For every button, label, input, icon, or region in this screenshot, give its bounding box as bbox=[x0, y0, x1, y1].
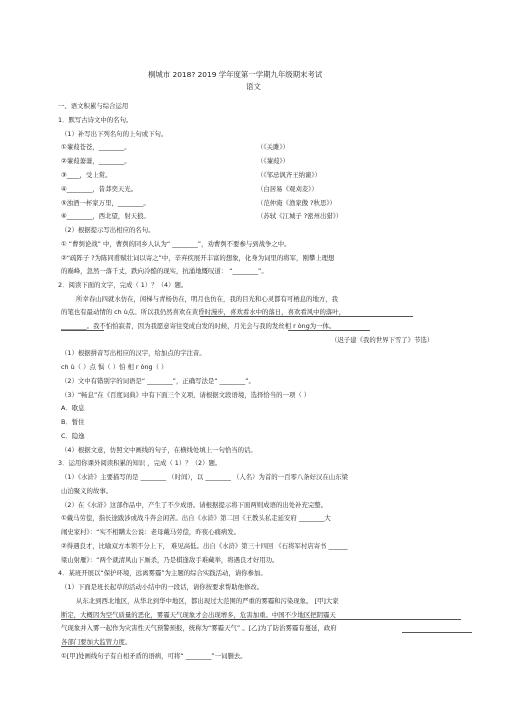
text-line: ⑤浊酒一杯家万里，________。 bbox=[61, 199, 150, 207]
underline-mark bbox=[61, 619, 461, 620]
text-line: ① “曹刿论战” 中，曹刿的同乡人认为“ ________”，劝曹刿不要参与到战争之中。 bbox=[61, 240, 291, 248]
text-line: （白居易《观刈麦》） bbox=[257, 185, 318, 193]
text-line: ③____，受上赏。 bbox=[61, 171, 112, 179]
exam-subject: 语文 bbox=[246, 82, 261, 91]
text-line: 的巅峰，忽然一落千丈，跌向冷酷的现实，抗涌地慨叹道： “________”。 bbox=[61, 267, 268, 275]
underline-mark bbox=[200, 316, 413, 317]
text-line: （3）“畅息”在《百度词典》中有下面三个义项，请根据文段语境，选择恰当的一项（ ） bbox=[61, 391, 311, 399]
text-line: ②得遇良才，比喻双方本领不分上下， 难见高低。出自《水浒》第三十四回 《石将军村店寄书 ______ bbox=[61, 542, 348, 550]
text-line: 4．某班开展以“保护环境，远离雾霾”为主题的综合实践活动，请你参加。 bbox=[58, 569, 267, 577]
text-line: A．歇息 bbox=[61, 404, 85, 412]
underline-mark bbox=[288, 330, 370, 331]
text-line: ①蒹葭苍苍，________。 bbox=[61, 143, 131, 151]
text-line: （2）文中有错别字的词语是“ ________”，正确写法是“ ________”。 bbox=[61, 377, 255, 385]
text-line: ④________，昔莽奕天光。 bbox=[61, 185, 138, 193]
text-line: C．隐逸 bbox=[61, 432, 85, 440]
text-line: （1）补写出下列名句的上句或下句。 bbox=[61, 130, 168, 138]
text-line: （4）根据文意，仿照文中画线的句子，在横线处填上一句恰当的话。 bbox=[61, 446, 257, 454]
text-line: 3．运用你课外阅读积累的知识 ，完成（ 1）？（2）题。 bbox=[58, 459, 222, 467]
text-line: ________。我不怕怕寂者，因为我愿意寄往变成白发的时候，月光会与我的发丝相 r òng为一体。 bbox=[61, 322, 336, 330]
underline-mark bbox=[61, 646, 121, 647]
exam-title: 桐城市 2018? 2019 学年度第一学期九年级期末考试 bbox=[148, 70, 323, 79]
underline-mark bbox=[402, 632, 472, 633]
text-line: ①[甲]处画线句子有自相矛盾的语病，可将“ ________”一词删去。 bbox=[61, 652, 247, 660]
text-line: 所幸春山四就水仿在，闲梯与青杨仿在，明月也仿在，我的目光和心灵都有可栖息的地方，我 bbox=[76, 295, 339, 303]
text-line: （苏轼《江城子 ?密州出猎》） bbox=[257, 212, 343, 220]
text-line: （范仲淹《渔家傲 ?秋思》） bbox=[257, 199, 336, 207]
text-line: B．暂住 bbox=[61, 418, 85, 426]
text-line: ①戴马劳偿，指长途跋涉或战斗奔会闲苦。出自《水浒》第二回《王教头私走延安府 ________大 bbox=[61, 514, 331, 522]
text-line: 山泊聚义的故事。 bbox=[61, 487, 113, 495]
text-line: ②蒹葭萋萋，________。 bbox=[61, 157, 131, 165]
text-line: （2）在《水浒》这部作品中，产生了不少成语。请根据提示将下面两则成语的出处补充完整。 bbox=[61, 501, 328, 509]
text-line: （《蒹葭》） bbox=[257, 157, 289, 165]
text-line: （《邹忌讽齐王纳谏》） bbox=[257, 171, 321, 179]
text-line: 气现象并入雾一起作为灾害性天气预警预报，统称为“雾霾天气” 。[乙]为了防治雾霾有蔓延，政府 bbox=[61, 624, 337, 632]
text-line: （迟子建《我的世界下雪了》节选） bbox=[331, 336, 434, 344]
text-line: 断定，大概因为空气质量的恶化，雾霾天气现象才会出现增多，危害加重。中国不少地区把阴霾天 bbox=[61, 611, 336, 619]
text-line: 梁山射雁》：“两个就清风山下厮杀，乃是棋逢敌手难藏举，将遇良才好用功。 bbox=[61, 556, 279, 564]
text-line: 从东北到西北地区，从华北到华中地区，都出现过大范围的严重的雾霾和污染现象。 [甲]大家 bbox=[76, 597, 339, 605]
text-line: ②“疏阵子 ?为陈同甫赋壮词以寄之”中，辛弃疾展开丰富的想象，化身为词里的将军，刚攀上理想 bbox=[61, 254, 335, 262]
underline-mark bbox=[61, 330, 104, 331]
text-line: （1）下面是班长起草的活动小结中的一段话，请你按要求帮助他修改。 bbox=[61, 583, 264, 591]
text-line: （2）根据提示写出相应的名句。 bbox=[61, 226, 155, 234]
text-line: 一、语文积累与综合运用 bbox=[58, 102, 129, 110]
text-line: 1．默写古诗文中的名句。 bbox=[58, 116, 133, 124]
text-line: 2．阅读下面的文字，完成（ 1）？（4）题。 bbox=[58, 281, 188, 289]
text-line: （1）根据拼音写出相应的汉字，给加点的字注音。 bbox=[61, 349, 206, 357]
text-line: 闹史家村》：“实不相瞒太公说：老母戴马劳偿，昨夜心痛病发。 bbox=[61, 528, 241, 536]
text-line: （1）《水浒》主要描写的是 ________ （时间），以 ________ （人名）为首的一百零八条好汉在山东梁 bbox=[61, 473, 348, 481]
text-line: ch ù（ ）点 惧（ ）怕 相 r òng（ ） bbox=[61, 363, 168, 371]
text-line: 的笔也有最动情的 ch ù点。所以我仍然喜欢在黄昏时漫步，喜欢看水中的落日，喜欢看风中的落叶， bbox=[61, 308, 346, 316]
text-line: ⑥________，西北望，射天狼。 bbox=[61, 212, 150, 220]
text-line: （《关雎》） bbox=[257, 143, 289, 151]
text-line: 各部门要加大监管力度。 bbox=[61, 638, 132, 646]
